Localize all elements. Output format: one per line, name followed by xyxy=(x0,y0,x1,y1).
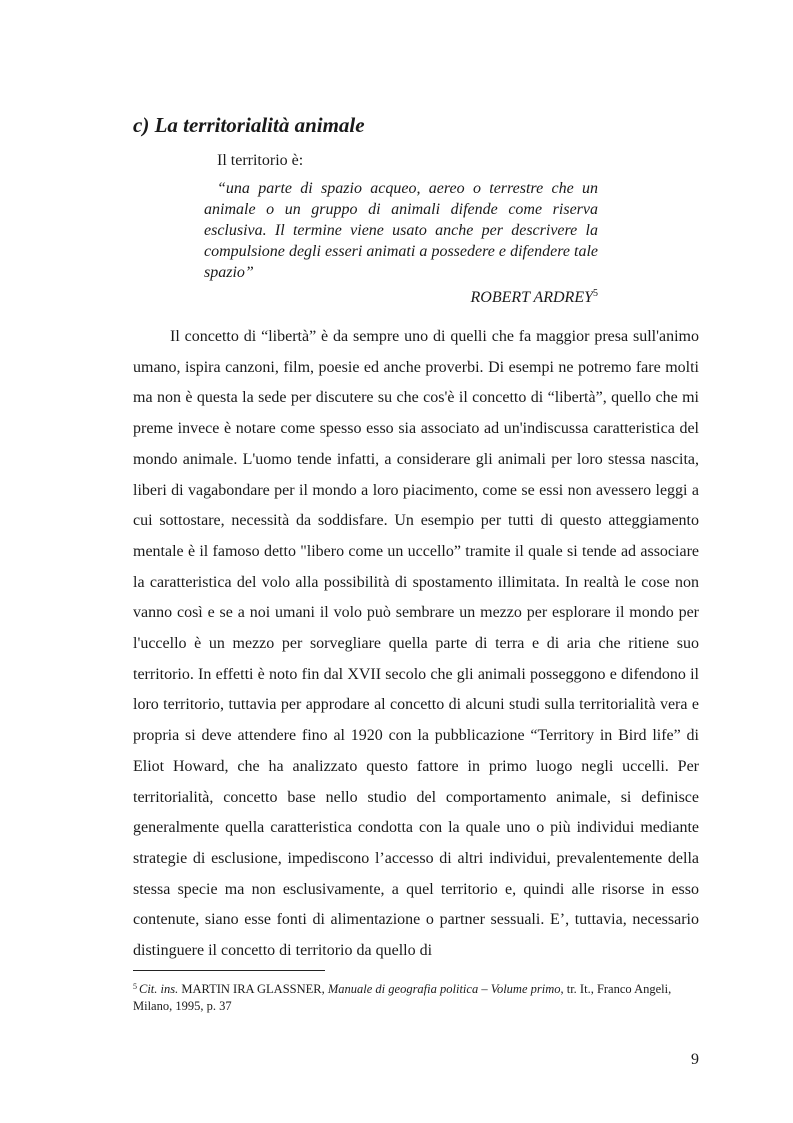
section-heading: c) La territorialità animale xyxy=(133,113,365,137)
epigraph-author-name: ROBERT ARDREY xyxy=(470,289,593,306)
footnote-cit: Cit. ins. xyxy=(139,982,179,996)
footnote-title: Manuale di geografia politica – Volume primo xyxy=(327,982,561,996)
footnote-reference[interactable]: 5 xyxy=(593,288,598,299)
footnote-number: 5 xyxy=(133,982,137,991)
footnote xyxy=(133,978,693,1015)
epigraph xyxy=(204,151,598,309)
footnote-divider xyxy=(133,970,325,971)
page-number: 9 xyxy=(691,1051,699,1068)
epigraph-intro: Il territorio è: xyxy=(217,152,304,169)
epigraph-quote: “una parte di spazio acqueo, aereo o terrestre che un animale o un gruppo di animali difende come riserva esclusiva. Il termine viene usato anche per descrivere la compulsione degli esseri animati a possedere e difendere tale spazio” xyxy=(204,180,598,281)
epigraph-author xyxy=(204,283,598,309)
body-paragraph: Il concetto di “libertà” è da sempre uno di quelli che fa maggior presa sull'animo umano, ispira canzoni, film, poesie ed anche proverbi. Di esempi ne potremo fare molti ma non è questa la sede per discutere su che cos'è il concetto di “libertà”, quello che mi preme invece è notare come spesso esso sia associato ad un'indiscussa caratteristica del mondo animale. L'uomo tende infatti, a considerare gli animali per loro stessa nascita, liberi di vagabondare per il mondo a loro piacimento, come se essi non avessero leggi a cui sottostare, necessità da soddisfare. Un esempio per tutti di questo atteggiamento mentale è il famoso detto "libero come un uccello” tramite il quale si tende ad associare la caratteristica del volo alla possibilità di spostamento illimitata. In realtà le cose non vanno così e se a noi umani il volo può sembrare un mezzo per esplorare il mondo per l'uccello è un mezzo per sorvegliare quella parte di terra e di aria che ritiene suo territorio. In effetti è noto fin dal XVII secolo che gli animali posseggono e difendono il loro territorio, tuttavia per approdare al concetto di alcuni studi sulla territorialità vera e propria si deve attendere fino al 1920 con la pubblicazione “Territory in Bird life” di Eliot Howard, che ha analizzato questo fattore in primo luogo negli uccelli. Per territorialità, concetto base nello studio del comportamento animale, si definisce generalmente quella caratteristica condotta con la quale uno o più individui mediante strategie di esclusione, impediscono l’accesso di altri individui, prevalentemente della stessa specie ma non esclusivamente, a quel territorio e, quindi alle risorse in esso contenute, siano esse fonti di alimentazione o partner sessuali. E’, tuttavia, necessario distinguere il concetto di territorio da quello di xyxy=(133,328,699,960)
footnote-author: MARTIN IRA GLASSNER, xyxy=(181,982,325,996)
footnote-details: , tr. It., Franco Angeli, Milano, 1995, p. 37 xyxy=(133,982,672,1013)
